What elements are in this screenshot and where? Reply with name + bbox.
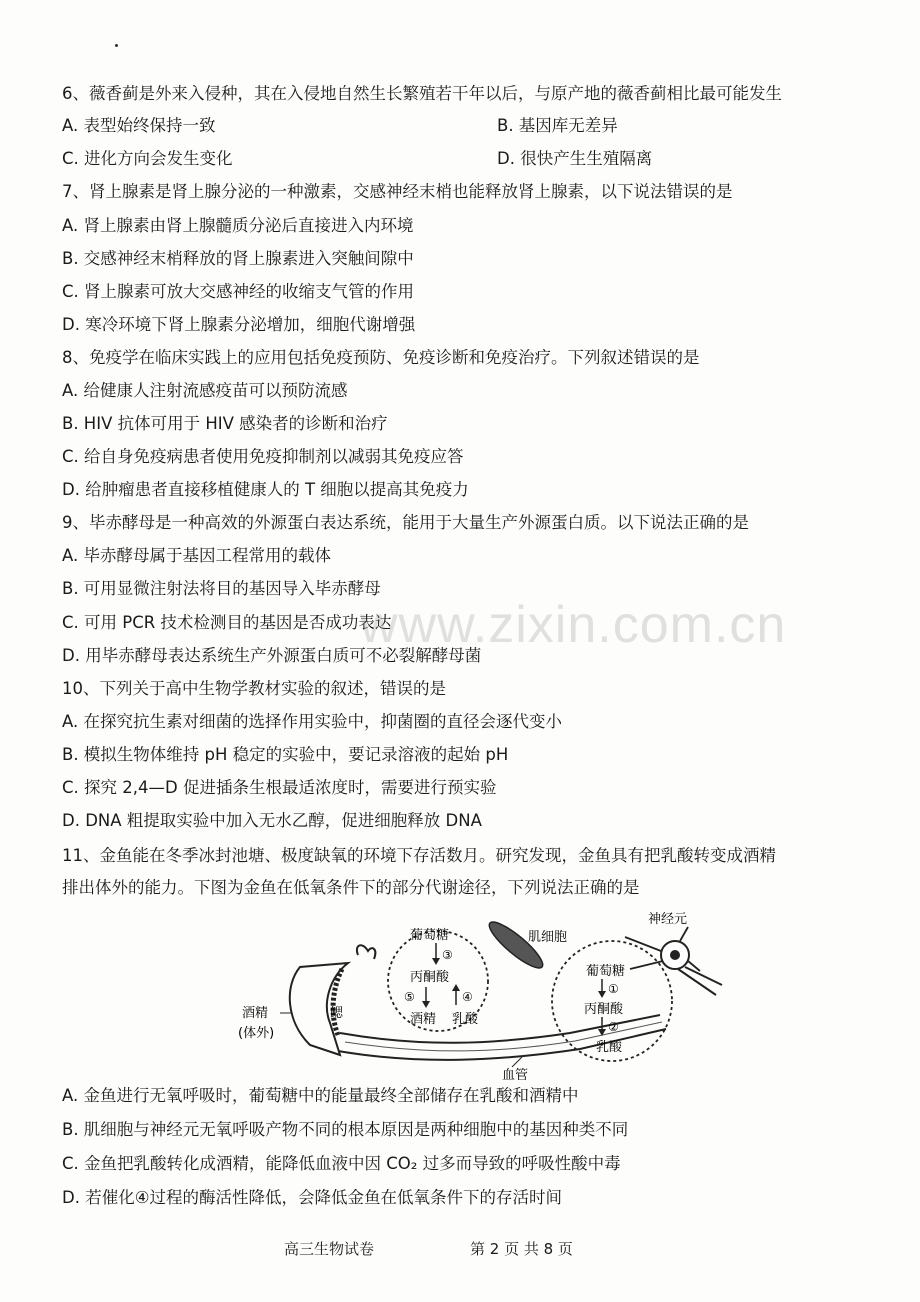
gill-label: 鳃 [330,1006,344,1021]
glucose-left-label: 葡萄糖 [410,928,450,943]
q7-option-a: A. 肾上腺素由肾上腺髓质分泌后直接进入内环境 [62,216,414,235]
blood-vessel-label: 血管 [502,1068,529,1080]
arrow-4-head [452,984,460,991]
q7-stem: 7、肾上腺素是肾上腺分泌的一种激素，交感神经末梢也能释放肾上腺素，以下说法错误的是 [62,182,733,201]
q7-option-b: B. 交感神经末梢释放的肾上腺素进入突触间隙中 [62,249,414,268]
arrow-5-head [422,1001,430,1008]
step-5-label: ⑤ [404,990,415,1004]
lactate-left-label: 乳酸 [452,1012,479,1027]
q10-option-d: D. DNA 粗提取实验中加入无水乙醇，促进细胞释放 DNA [62,811,482,830]
q6-option-d: D. 很快产生生殖隔离 [497,149,653,168]
muscle-cell-label: 肌细胞 [528,930,568,945]
goldfish-metabolism-diagram [230,905,730,1080]
neuron-label: 神经元 [648,912,688,927]
q10-option-b: B. 模拟生物体维持 pH 稳定的实验中，要记录溶液的起始 pH [62,745,509,764]
q8-option-b: B. HIV 抗体可用于 HIV 感染者的诊断和治疗 [62,414,388,433]
step-1-label: ① [608,982,619,996]
q6-option-b: B. 基因库无差异 [497,116,618,135]
q7-option-c: C. 肾上腺素可放大交感神经的收缩支气管的作用 [62,282,415,301]
q11-option-d: D. 若催化④过程的酶活性降低，会降低金鱼在低氧条件下的存活时间 [62,1188,562,1207]
q8-option-d: D. 给肿瘤患者直接移植健康人的 T 细胞以提高其免疫力 [62,480,469,499]
arrow-3-head [432,958,440,965]
glucose-right-label: 葡萄糖 [586,964,626,979]
q8-option-a: A. 给健康人注射流感疫苗可以预防流感 [62,381,348,400]
q6-stem: 6、薇香蓟是外来入侵种，其在入侵地自然生长繁殖若干年以后，与原产地的薇香蓟相比最可能发生 [62,84,782,103]
q6-option-a: A. 表型始终保持一致 [62,116,216,135]
pyruvate-left-label: 丙酮酸 [410,970,450,985]
lactate-right-label: 乳酸 [596,1040,623,1055]
arrow-1-head [598,991,606,998]
q10-option-c: C. 探究 2,4—D 促进插条生根最适浓度时，需要进行预实验 [62,778,497,797]
q10-stem: 10、下列关于高中生物学教材实验的叙述，错误的是 [62,679,446,698]
pyruvate-right-label: 丙酮酸 [584,1002,624,1017]
q11-option-c: C. 金鱼把乳酸转化成酒精，能降低血液中因 CO₂ 过多而导致的呼吸性酸中毒 [62,1154,621,1173]
q8-stem: 8、免疫学在临床实践上的应用包括免疫预防、免疫诊断和免疫治疗。下列叙述错误的是 [62,348,700,367]
q9-option-d: D. 用毕赤酵母表达系统生产外源蛋白质可不必裂解酵母菌 [62,646,482,665]
q11-option-b: B. 肌细胞与神经元无氧呼吸产物不同的根本原因是两种细胞中的基因种类不同 [62,1120,629,1139]
q9-option-a: A. 毕赤酵母属于基因工程常用的载体 [62,546,331,565]
q9-option-b: B. 可用显微注射法将目的基因导入毕赤酵母 [62,579,381,598]
gill-tips [357,945,375,959]
watermark: www.zixin.com.cn [360,596,787,654]
ethanol-out-label: 酒精 [242,1006,269,1021]
ethanol-label: 酒精 [410,1012,437,1027]
step-3-label: ③ [442,948,453,962]
q6-option-c: C. 进化方向会发生变化 [62,149,233,168]
step-2-label: ② [608,1020,619,1034]
footer-subject: 高三生物试卷 [284,1240,375,1258]
neuron-nucleus [670,950,680,960]
neuron-axon [678,967,722,995]
footer-page-number: 第 2 页 共 8 页 [470,1240,573,1258]
scan-speck [115,44,118,47]
blood-vessel-pointer [512,1057,522,1067]
ethanol-out-sub-label: (体外) [238,1026,275,1041]
q7-option-d: D. 寒冷环境下肾上腺素分泌增加，细胞代谢增强 [62,315,416,334]
q10-option-a: A. 在探究抗生素对细菌的选择作用实验中，抑菌圈的直径会逐代变小 [62,712,562,731]
muscle-cell-shape [484,916,548,973]
q9-option-c: C. 可用 PCR 技术检测目的基因是否成功表达 [62,613,392,632]
q11-stem-line2: 排出体外的能力。下图为金鱼在低氧条件下的部分代谢途径，下列说法正确的是 [62,878,640,897]
q9-stem: 9、毕赤酵母是一种高效的外源蛋白表达系统，能用于大量生产外源蛋白质。以下说法正确的是 [62,513,749,532]
step-4-label: ④ [462,990,473,1004]
q11-stem-line1: 11、金鱼能在冬季冰封池塘、极度缺氧的环境下存活数月。研究发现，金鱼具有把乳酸转变成酒精 [62,846,776,865]
q11-option-a: A. 金鱼进行无氧呼吸时，葡萄糖中的能量最终全部储存在乳酸和酒精中 [62,1086,579,1105]
q8-option-c: C. 给自身免疫病患者使用免疫抑制剂以减弱其免疫应答 [62,447,464,466]
